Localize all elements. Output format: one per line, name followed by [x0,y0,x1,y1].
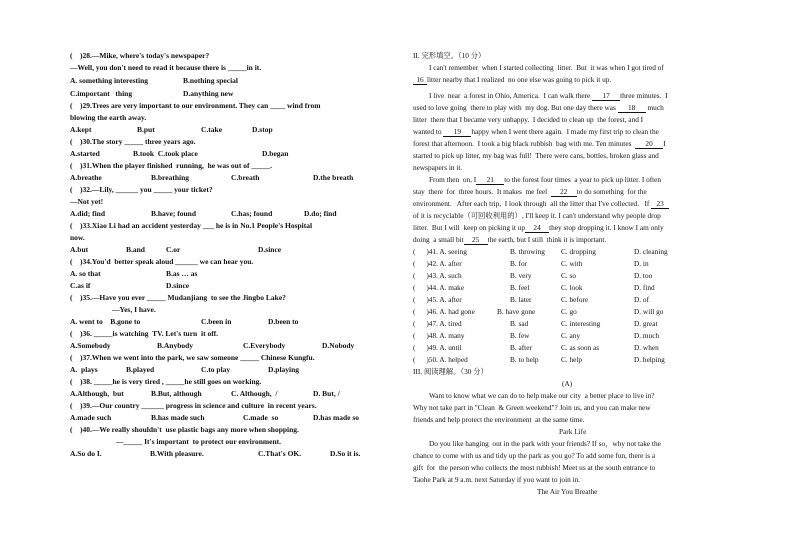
left-option-text: D. But, / [313,389,340,398]
right-option-text: ( )50. A. helped [413,355,468,364]
right-option-text: B. after [510,343,532,352]
left-option-text: C.as if [70,281,91,290]
right-text-line [413,450,655,461]
right-text-segment: happy when I went there again. I made my first trip to clean the [471,127,659,136]
right-option-text: D. helping [634,355,665,364]
right-text-segment: the earth, but I still think it is important. [487,235,607,244]
right-text-segment: forest that afternoon. I took a big black rubbish bag with me. Ten minutes [413,139,636,148]
right-text-segment: environment. After each trip, I look through all the litter that I've collected. If [413,199,652,208]
right-text-segment: three minutes. I [620,91,668,100]
blank-number: 19 [443,127,471,137]
left-option-text: A.So do I. [70,449,102,458]
right-option-text: D. of [634,295,649,304]
left-text-line: ( )37.When we went into the park, we saw someone _____ Chinese Kungfu. [70,353,315,362]
left-option-text: B.With pleasure. [150,449,204,458]
blank-number: 25 [464,235,488,245]
right-text-segment: to do something for the [576,187,647,196]
left-text-line: ( )30.The story _____ three years ago. [70,137,196,146]
right-text-line [413,138,666,149]
right-text-segment: Want to know what we can do to help make our city a better place to live in? [429,391,655,400]
left-option-text: B.played [126,365,155,374]
right-text-segment: litter nearby that I realized no one else was going to pick it up. [427,75,612,84]
right-option-text: ( )47. A. tired [413,319,462,328]
right-text-segment: chance to come with us and tidy up the park as you go? To add some fun, there is a [413,451,656,460]
blank-number: 17 [592,91,620,101]
right-option-text: D. too [634,271,653,280]
left-text-line: ( )31.When the player finished running, he was out of _____. [70,161,272,170]
right-text-segment: gift for the person who collects the most rubbish! Meet us at the south entrance to [413,463,656,472]
left-option-text: A. plays [70,365,98,374]
right-text-segment: stay there for three hours. It makes me feel [413,187,551,196]
right-text-line [413,222,664,233]
blank-number: 24 [525,223,549,233]
right-text-segment: The Air You Breathe [537,487,598,496]
left-option-text: A.but [70,245,89,254]
left-option-text: C.been in [201,317,232,326]
right-option-text: B. for [510,259,528,268]
left-option-text: C.breath [231,173,260,182]
right-text-line [413,366,488,377]
right-text-segment: From then on, I [429,175,477,184]
right-option-text: B. have gone [497,307,536,316]
left-option-text: C.has; found [231,209,273,218]
right-text-segment: of it is recyclable（可回收利用的）, I'll keep it. I can't understand why people drop [413,211,661,220]
right-text-line [429,174,661,185]
left-option-text: D.has made so [313,413,360,422]
left-text-line: blowing the earth away. [70,113,147,122]
left-option-text: D.began [262,149,289,158]
left-option-text: D.since [166,281,190,290]
left-text-line: —Yes, I have. [112,305,156,314]
right-option-text: D. find [634,283,655,292]
left-text-line: —Not yet! [70,197,104,206]
right-text-line [413,414,585,425]
left-option-text: A.Somebody [70,341,111,350]
right-option-text: B. throwing [510,247,545,256]
left-text-line: ( )36. _____is watching TV. Let's turn it off. [70,329,219,338]
right-option-text: C. dropping [561,247,596,256]
right-option-text: ( )46. A. had gone [413,307,475,316]
left-option-text: C.Everybody [243,341,286,350]
left-option-text: C.take [201,125,223,134]
right-text-line [413,162,462,173]
right-option-text: B. few [510,331,530,340]
left-option-text: D.do; find [304,209,337,218]
right-option-text: ( )49. A. until [413,343,462,352]
left-option-text: C.to play [201,365,231,374]
right-option-text: ( )41. A. seeing [413,247,467,256]
right-option-text: ( )45. A. after [413,295,462,304]
right-text-line: II. 完形填空。（10 分） [413,51,486,60]
right-text-segment: doing a small bit [413,235,464,244]
right-text-segment: much [645,103,664,112]
left-option-text: A.breathe [70,173,102,182]
left-text-line: ( )38. _____he is very tired , _____he still goes on working. [70,377,262,386]
right-option-text: D. when [634,343,659,352]
right-option-text: D. great [634,319,658,328]
right-option-text: ( )44. A. make [413,283,465,292]
right-option-text: C. as soon as [561,343,600,352]
left-option-text: A.made such [70,413,112,422]
left-option-text: B.nothing special [183,76,239,85]
right-option-text: B. later [510,295,532,304]
left-option-text: B.put [137,125,155,134]
left-text-line: —_____ It's important to protect our environment. [116,437,281,446]
right-option-text: C. with [561,259,583,268]
right-column-cloze-and-reading [397,0,794,560]
right-text-segment: Do you like hanging out in the park with your friends? If so，why not take the [429,439,661,448]
left-option-text: A.Although, but [70,389,124,398]
blank-number: 23 [651,199,669,209]
right-option-text: ( )43. A. such [413,271,462,280]
right-text-line [413,114,643,125]
left-option-text: A.did; find [70,209,106,218]
right-option-text: C. help [561,355,583,364]
left-option-text: D.since [258,245,282,254]
left-option-text: B.But, although [151,389,202,398]
left-option-text: A. so that [70,269,101,278]
right-text-segment: to the forest four times a year to pick up litter. I often [504,175,662,184]
right-text-segment: Why not take part in "Clean & Green weekend"? Join us, and you can make new [413,403,651,412]
right-text-line [429,62,664,73]
right-text-line [413,74,611,85]
right-text-segment: friends and help protect the environment at the same time. [413,415,585,424]
left-option-text: C.made so [243,413,279,422]
right-text-line [413,102,664,113]
right-text-line [429,438,661,449]
left-text-line: —Well, you don't need to read it because there is _____in it. [70,63,262,72]
right-text-line [413,474,580,485]
left-option-text: C.That's OK. [258,449,302,458]
right-text-line [429,90,668,101]
right-text-segment: Park Life [559,427,587,436]
right-text-line [413,126,659,137]
right-text-segment: I [663,139,666,148]
left-option-text: D.stop [252,125,273,134]
right-text-line [413,402,651,413]
left-option-text: A.kept [70,125,92,134]
right-option-text: C. look [561,283,583,292]
left-text-line: now. [70,233,85,242]
right-text-line [559,426,586,437]
right-text-line [537,486,597,497]
right-text-segment: III. 阅读理解。（30 分） [413,367,488,376]
right-text-segment: started to pick up litter, my bag was full! There were cans, bottles, broken glass and [413,151,659,160]
left-option-text: A. went to B.gone to [70,317,141,326]
right-option-text: B. sad [510,319,529,328]
right-text-segment: they stop dropping it. I know I am only [549,223,664,232]
left-option-text: B.has made such [151,413,205,422]
right-text-line [413,210,661,221]
right-option-text: ( )48. A. many [413,331,465,340]
left-option-text: C.or [166,245,181,254]
right-option-text: D. cleaning [634,247,668,256]
right-text-line [413,198,669,209]
right-text-segment: wanted to [413,127,444,136]
left-option-text: D.anything new [183,89,234,98]
right-option-text: C. any [561,331,581,340]
right-option-text: D. in [634,259,649,268]
left-option-text: D.the breath [313,173,354,182]
left-option-text: D.So it is. [330,449,361,458]
left-option-text: B.as … as [166,269,198,278]
right-text-segment: I live near a forest in Ohio, America. I can walk there [429,91,593,100]
left-option-text: A. something interesting [70,76,148,85]
right-text-line [413,234,606,245]
left-option-text: B.Anybody [157,341,194,350]
right-option-text: D. will go [634,307,664,316]
left-option-text: D.playing [268,365,300,374]
right-text-line [429,390,655,401]
right-text-segment: litter. But I will keep on picking it up [413,223,526,232]
right-text-segment: used to love going there to play with my dog. But one day there was [413,103,618,112]
blank-number: 16 [413,75,427,85]
right-option-text: C. go [561,307,577,316]
right-text-segment: I can't remember when I started collecting litter. But it was when I got tired of [429,63,664,72]
left-text-line: ( )35.—Have you ever _____ Mudanjiang to see the Jingbo Lake? [70,293,286,302]
right-text-segment: newspapers in it. [413,163,463,172]
left-text-line: ( )32.—Lily, ______ you _____ your ticket? [70,185,213,194]
left-text-line: ( )39.—Our country ______ progress in science and culture in recent years. [70,401,317,410]
blank-number: 20 [635,139,663,149]
right-text-segment: litter there that I became very unhappy. I decided to clean up the forest, and I [413,115,644,124]
right-text-line [413,150,659,161]
right-option-text: B. feel [510,283,530,292]
left-option-text: D.Nobody [322,341,355,350]
left-option-text: D.been to [268,317,299,326]
left-text-line: ( )34.You'd better speak aloud ______ we can hear you. [70,257,254,266]
blank-number: 21 [476,175,504,185]
right-text-segment: Taohe Park at 9 a.m. next Saturday if you want to join in. [413,475,581,484]
right-text-segment: (A) [562,379,573,388]
right-option-text: C. interesting [561,319,601,328]
blank-number: 18 [618,103,646,113]
left-text-line: ( )28.—Mike, where's today's newspaper? [70,51,210,60]
left-text-line: ( )29.Trees are very important to our environment. They can ____ wind from [70,101,321,110]
right-option-text: B. to help [510,355,539,364]
right-option-text: ( )42. A. after [413,259,462,268]
left-option-text: B.have; found [151,209,197,218]
right-text-line [413,462,655,473]
right-option-text: D. much [634,331,660,340]
left-option-text: C.important thing [70,89,133,98]
right-text-line [562,378,572,389]
left-option-text: B.took C.took place [133,149,198,158]
left-option-text: A.started [70,149,100,158]
right-option-text: B. very [510,271,532,280]
right-option-text: C. before [561,295,589,304]
left-option-text: B.breathing [151,173,189,182]
left-text-line: ( )40.—We really shouldn't use plastic bags any more when shopping. [70,425,299,434]
right-text-line [413,186,647,197]
left-option-text: C. Although, / [231,389,278,398]
left-option-text: B.and [126,245,145,254]
right-option-text: C. so [561,271,577,280]
blank-number: 22 [551,187,577,197]
left-text-line: ( )33.Xiao Li had an accident yesterday ___ he is in No.1 People's Hospital [70,221,313,230]
